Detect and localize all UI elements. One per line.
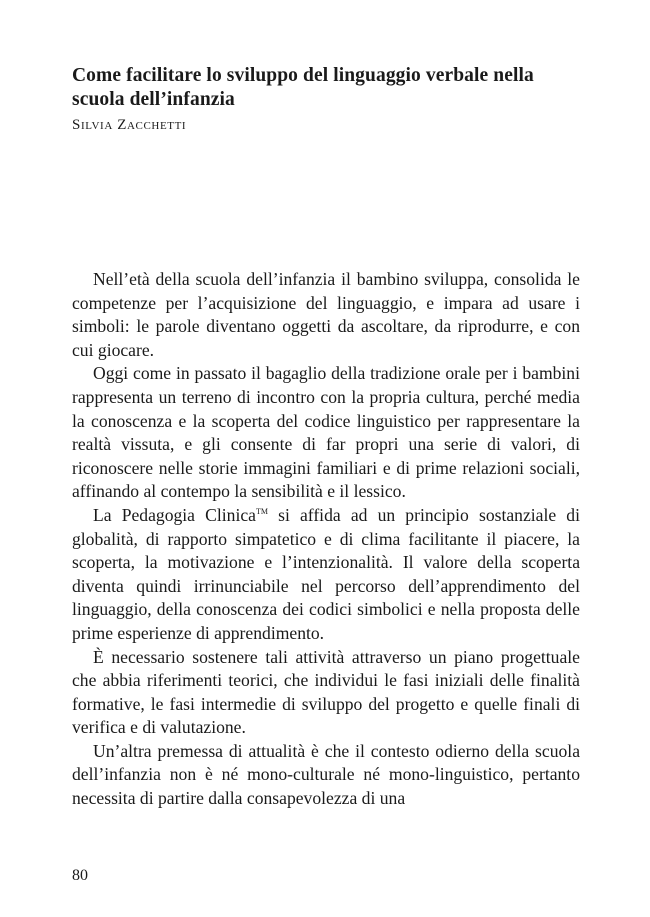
article-body [72,268,580,811]
paragraph: Oggi come in passato il bagaglio della tradizione orale per i bambini rappresenta un terreno di incontro con la propria cultura, perché media la conoscenza e la scoperta del codice linguistico per rappresentare la realtà vissuta, e gli consente di far propri una serie di valori, di riconoscere nelle storie immagini familiari e di prime relazioni sociali, affinando al contempo la sensibilità e il lessico. [72,363,580,502]
paragraph-rest: si affida ad un principio sostanziale di globalità, di rapporto simpatetico e di clima facilitante il piacere, la scoperta, la motivazione e l’intenzionalità. Il valore della scoperta diventa quindi irrinunciabile nel percorso dell’apprendimento del linguaggio, della conoscenza dei codici simbolici e nella proposta delle prime esperienze di apprendimento. [72,504,580,643]
paragraph: Un’altra premessa di attualità è che il contesto odierno della scuola dell’infanzia non è né mono-culturale né mono-linguistico, pertanto necessita di partire dalla consapevolezza di una [72,740,580,809]
article-title: Come facilitare lo sviluppo del linguaggio verbale nella scuola dell’infanzia [72,65,534,110]
trademark-mark: TM [255,507,268,517]
paragraph-start: La Pedagogia Clinica [93,504,256,525]
article-header [72,64,580,136]
page-number: 80 [72,867,88,884]
paragraph: Nell’età della scuola dell’infanzia il bambino sviluppa, consolida le competenze per l’acquisizione del linguaggio, e impara ad usare i simboli: le parole diventano oggetti da ascoltare, da riprodurre, e con cui giocare. [72,269,580,360]
paragraph: È necessario sostenere tali attività attraverso un piano progettuale che abbia riferimenti teorici, che individui le fasi iniziali delle finalità formative, le fasi intermedie di sviluppo del progetto e quelle finali di verifica e di valutazione. [72,646,580,738]
paragraph [72,504,580,646]
article-author: Silvia Zacchetti [72,117,187,133]
